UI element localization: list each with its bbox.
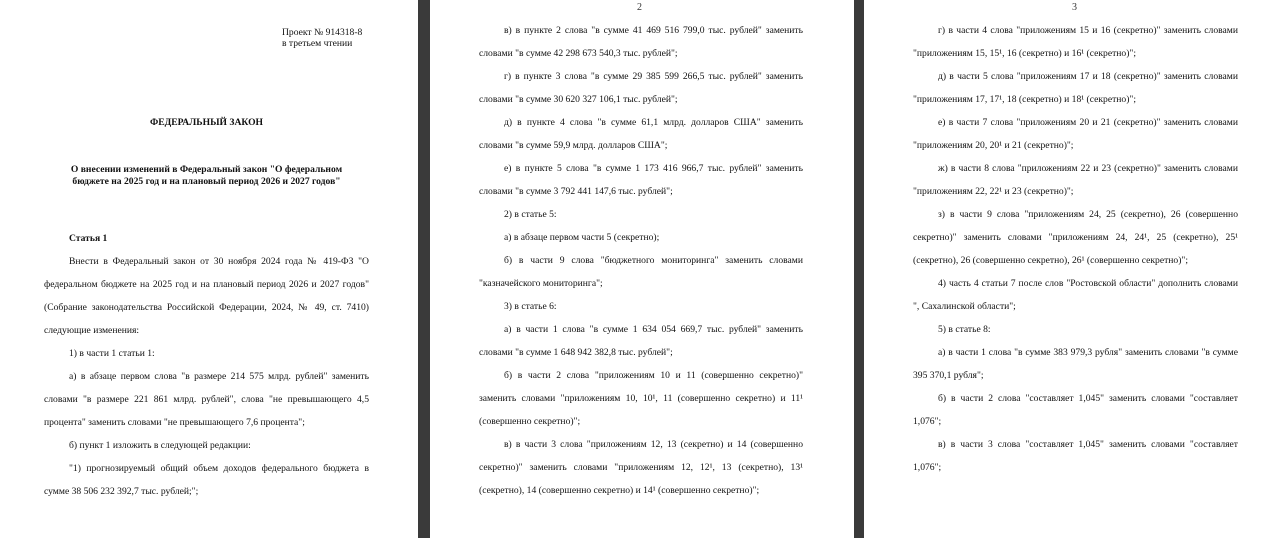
paragraph: е) в части 7 слова "приложениям 20 и 21 (секретно)" заменить словами "приложениям 20, 20¹ и 21 (секретно)";: [913, 117, 1238, 151]
paragraph: 5) в статье 8:: [938, 324, 991, 335]
paragraph: б) в части 9 слова "бюджетного мониторинга" заменить словами "казначейского мониторинга";: [479, 255, 803, 289]
paragraph: г) в части 4 слова "приложениям 15 и 16 (секретно)" заменить словами "приложениям 15, 15¹, 16 (секретно) и 16¹ (секретно)";: [913, 25, 1238, 59]
paragraph: а) в абзаце первом слова "в размере 214 575 млрд. рублей" заменить словами "в размере 221 861 млрд. рублей", слова "не превышающего 4,5 процента" заменить словами "не превышающего 7,6 процента";: [44, 371, 369, 428]
paragraph: з) в части 9 слова "приложениям 24, 25 (секретно), 26 (совершенно секретно)" заменить словами "приложениям 24, 24¹, 25 (секретно), 25¹ (секретно), 26 (совершенно секретно), 26¹ (совершенно секретно)";: [913, 209, 1238, 266]
law-type-heading: ФЕДЕРАЛЬНЫЙ ЗАКОН: [149, 117, 264, 128]
page-gap-right: [854, 0, 864, 538]
paragraph: д) в пункте 4 слова "в сумме 61,1 млрд. долларов США" заменить словами "в сумме 59,9 млрд. долларов США";: [479, 117, 803, 151]
reading-stage: в третьем чтении: [282, 38, 353, 49]
paragraph: "1) прогнозируемый общий объем доходов федерального бюджета в сумме 38 506 232 392,7 тыс. рублей;";: [44, 463, 369, 497]
paragraph: г) в пункте 3 слова "в сумме 29 385 599 266,5 тыс. рублей" заменить словами "в сумме 30 620 327 106,1 тыс. рублей";: [479, 71, 803, 105]
paragraph: 4) часть 4 статьи 7 после слов "Ростовской области" дополнить словами ", Сахалинской области";: [913, 278, 1238, 312]
law-title: О внесении изменений в Федеральный закон "О федеральном бюджете на 2025 год и на плановый период 2026 и 2027 годов": [70, 164, 343, 187]
paragraph: в) в части 3 слова "составляет 1,045" заменить словами "составляет 1,076";: [913, 439, 1238, 473]
article-heading: Статья 1: [69, 233, 108, 244]
paragraph: ж) в части 8 слова "приложениям 22 и 23 (секретно)" заменить словами "приложениям 22, 22¹ и 23 (секретно)";: [913, 163, 1238, 197]
paragraph: а) в части 1 слова "в сумме 383 979,3 рубля" заменить словами "в сумме 395 370,1 рубля";: [913, 347, 1238, 381]
paragraph: б) в части 2 слова "составляет 1,045" заменить словами "составляет 1,076";: [913, 393, 1238, 427]
page-number: 3: [1072, 2, 1077, 13]
paragraph: 2) в статье 5:: [504, 209, 557, 220]
paragraph: е) в пункте 5 слова "в сумме 1 173 416 966,7 тыс. рублей" заменить словами "в сумме 3 792 441 147,6 тыс. рублей";: [479, 163, 803, 197]
paragraph: 1) в части 1 статьи 1:: [69, 348, 155, 359]
document-page-2: [430, 0, 854, 538]
document-page-3: [864, 0, 1280, 538]
page-number: 2: [637, 2, 642, 13]
paragraph: а) в части 1 слова "в сумме 1 634 054 669,7 тыс. рублей" заменить словами "в сумме 1 648 942 382,8 тыс. рублей";: [479, 324, 803, 358]
paragraph: Внести в Федеральный закон от 30 ноября 2024 года № 419-ФЗ "О федеральном бюджете на 2025 год и на плановый период 2026 и 2027 годов" (Собрание законодательства Российской Федерации, 2024, № 49, ст. 7410) следующие изменения:: [44, 256, 369, 336]
project-number: Проект № 914318-8: [282, 27, 363, 38]
paragraph: в) в части 3 слова "приложениям 12, 13 (секретно) и 14 (совершенно секретно)" заменить словами "приложениям 12, 12¹, 13 (секретно), 13¹ (секретно), 14 (совершенно секретно) и 14¹ (совершенно секретно)";: [479, 439, 803, 496]
document-page-1: [0, 0, 418, 538]
paragraph: д) в части 5 слова "приложениям 17 и 18 (секретно)" заменить словами "приложениям 17, 17¹, 18 (секретно) и 18¹ (секретно)";: [913, 71, 1238, 105]
paragraph: а) в абзаце первом части 5 (секретно);: [504, 232, 660, 243]
paragraph: б) в части 2 слова "приложениям 10 и 11 (совершенно секретно)" заменить словами "приложениям 10, 10¹, 11 (совершенно секретно) и 11¹ (совершенно секретно)";: [479, 370, 803, 427]
paragraph: 3) в статье 6:: [504, 301, 557, 312]
paragraph: в) в пункте 2 слова "в сумме 41 469 516 799,0 тыс. рублей" заменить словами "в сумме 42 298 673 540,3 тыс. рублей";: [479, 25, 803, 59]
page-gap-left: [418, 0, 430, 538]
paragraph: б) пункт 1 изложить в следующей редакции:: [69, 440, 251, 451]
